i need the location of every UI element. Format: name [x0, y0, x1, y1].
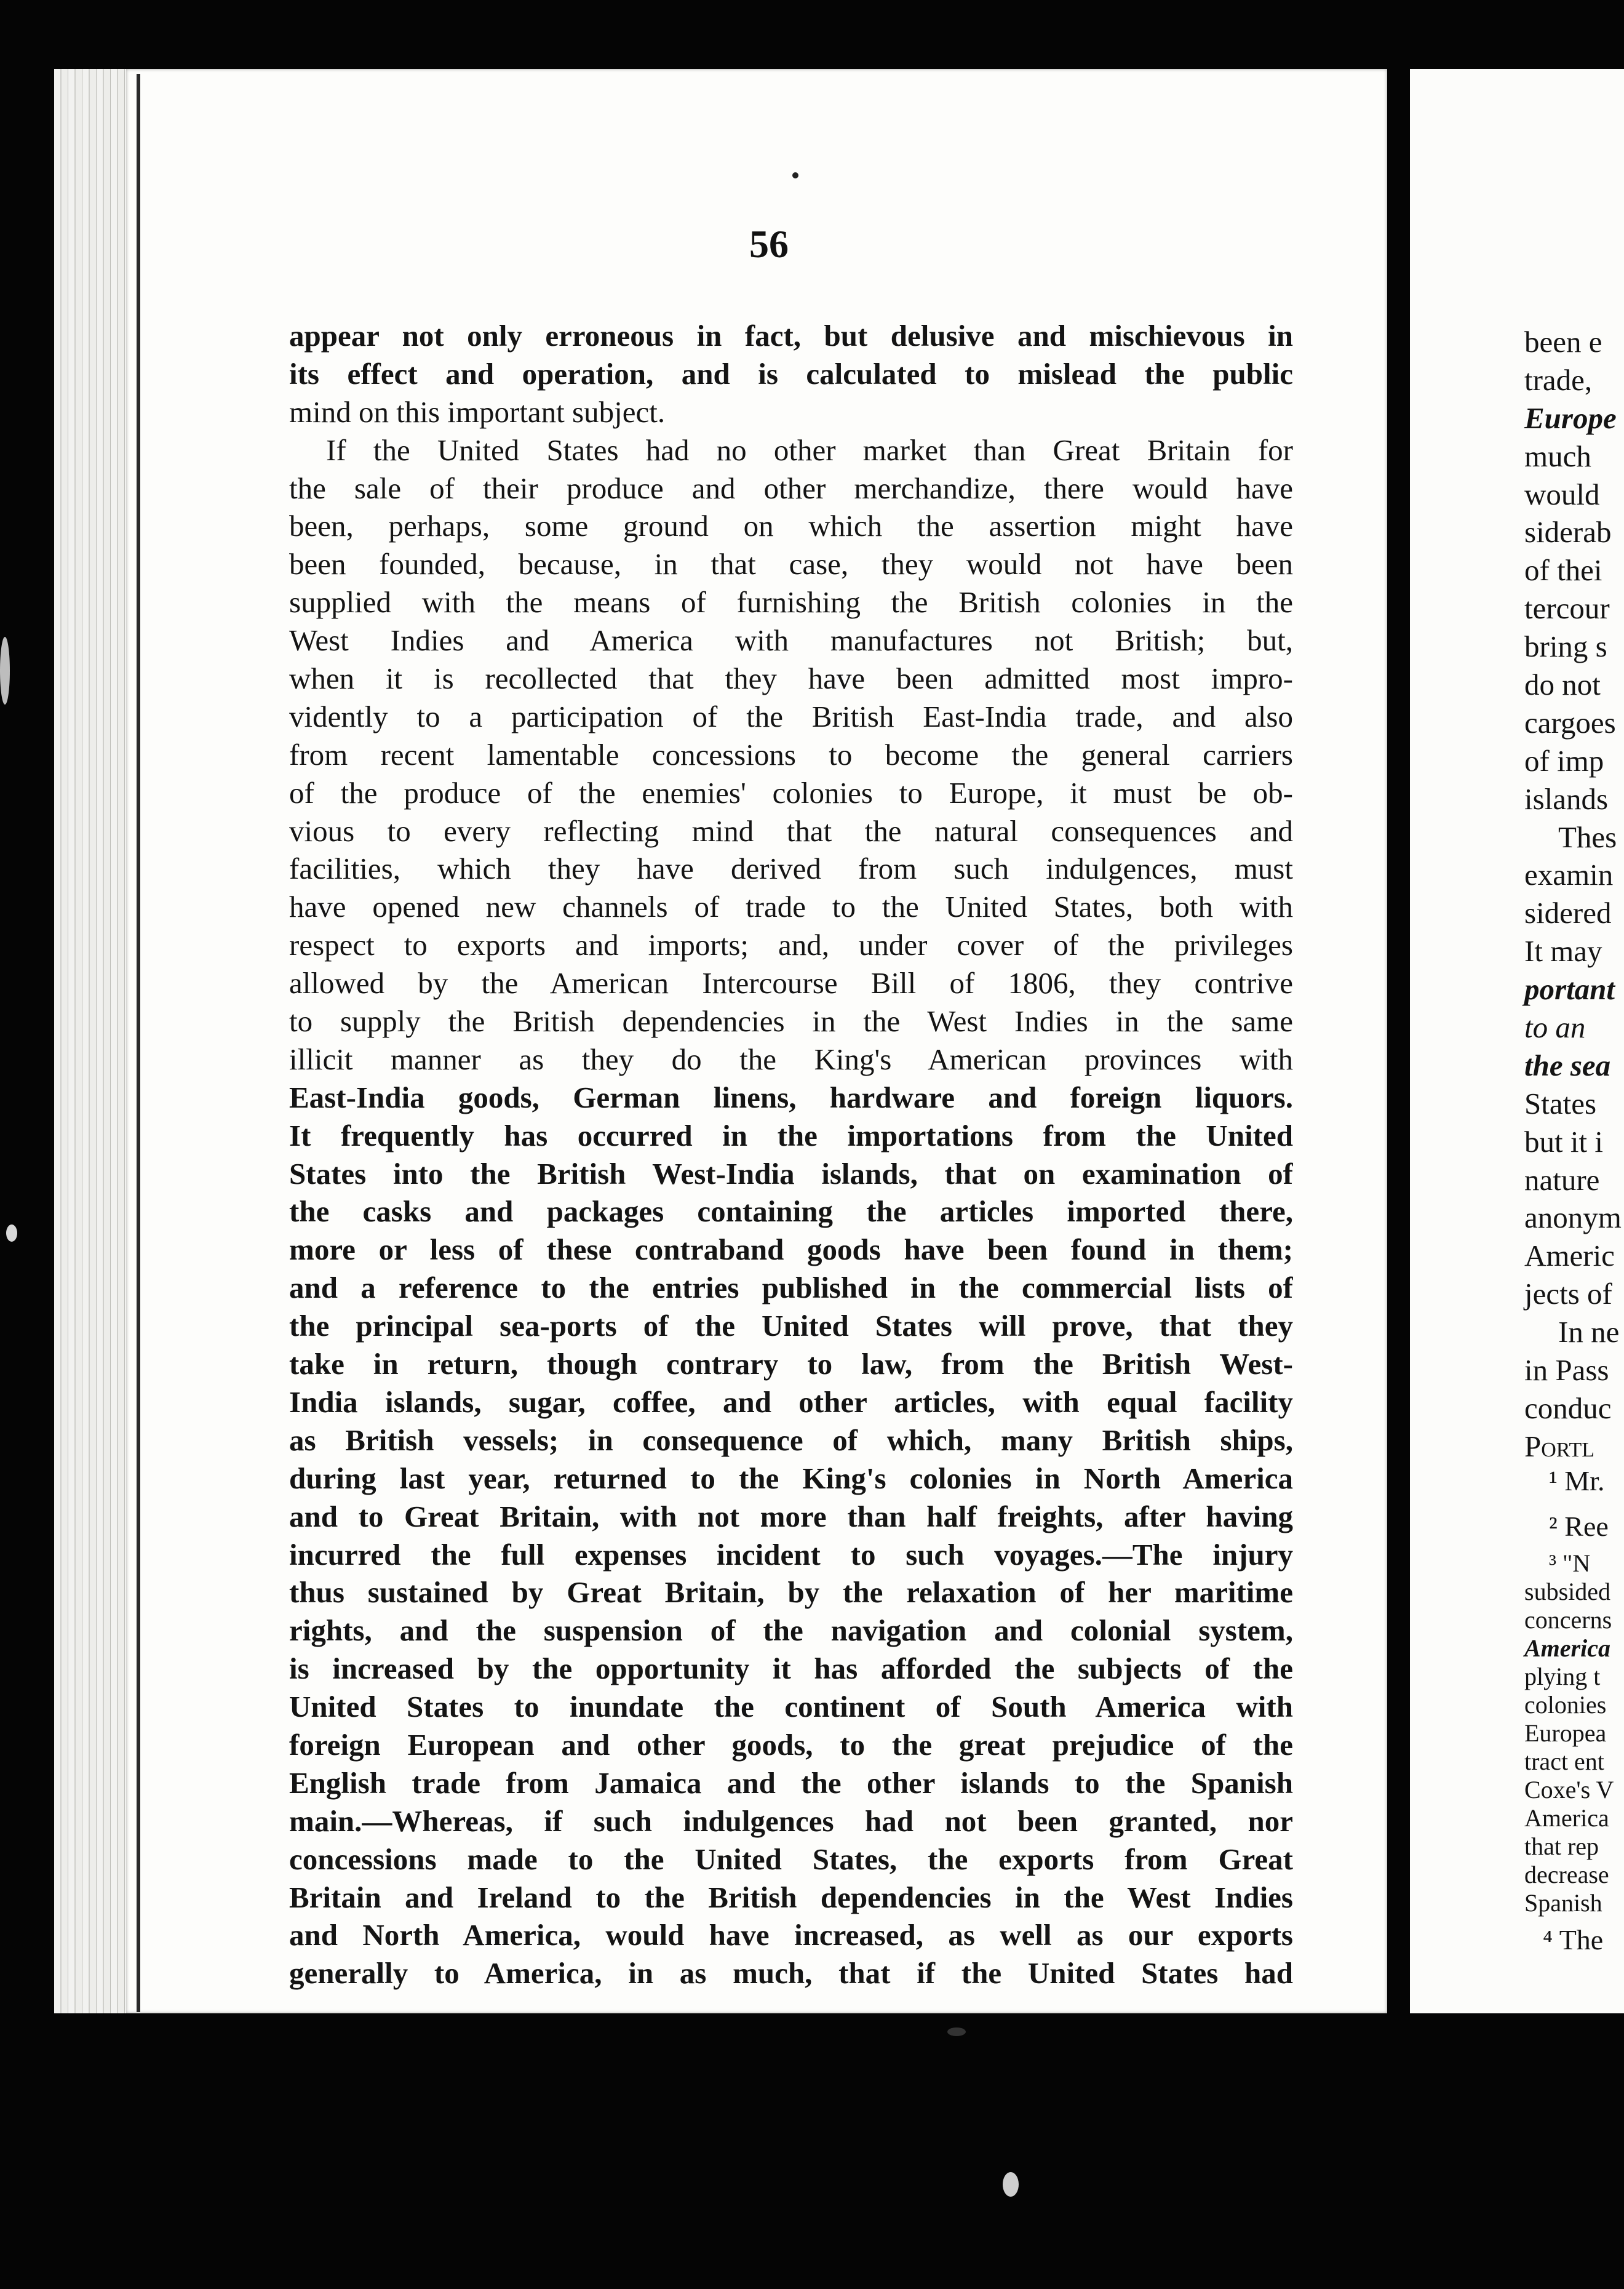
text-line: foreign European and other goods, to the great prejudice of the: [289, 1727, 1293, 1762]
footnote-line: America: [1524, 1804, 1609, 1832]
text-line: the principal sea-ports of the United States will prove, that they: [289, 1309, 1293, 1343]
text-line: allowed by the American Intercourse Bill of 1806, they contrive: [289, 966, 1293, 1001]
text-line: the sale of their produce and other merchandize, there would have: [289, 471, 1293, 505]
footnote-line: ⁴ The: [1543, 1924, 1604, 1955]
footnote-line: Coxe's V: [1524, 1776, 1614, 1804]
text-line: islands: [1524, 781, 1609, 816]
text-line: and North America, would have increased, as well as our exports: [289, 1918, 1293, 1952]
footnote-line: America: [1524, 1634, 1610, 1662]
footnote-line: decrease: [1524, 1861, 1609, 1888]
text-line: sidered: [1524, 896, 1612, 930]
text-line: Britain and Ireland to the British dependencies in the West Indies: [289, 1880, 1293, 1914]
text-line: anonym: [1524, 1200, 1622, 1235]
footnote-line: concerns: [1524, 1606, 1612, 1634]
text-line: of the produce of the enemies' colonies to Europe, it must be ob-: [289, 775, 1293, 810]
text-line: its effect and operation, and is calculated to mislead the public: [289, 356, 1293, 391]
text-line: illicit manner as they do the King's American provinces with: [289, 1042, 1293, 1076]
footnote-line: that rep: [1524, 1832, 1599, 1860]
text-line: conduc: [1524, 1391, 1612, 1425]
text-line: Americ: [1524, 1239, 1615, 1273]
page-number: 56: [749, 222, 789, 266]
ink-dot: [792, 172, 798, 178]
text-line: of thei: [1524, 553, 1602, 588]
scan-speck: [0, 637, 10, 705]
text-line: been, perhaps, some ground on which the assertion might have: [289, 509, 1293, 543]
text-line: during last year, returned to the King's colonies in North America: [289, 1461, 1293, 1495]
text-line: supplied with the means of furnishing the British colonies in the: [289, 585, 1293, 620]
right-page-text: [1524, 323, 1622, 1466]
footnote-line: subsided: [1524, 1578, 1610, 1605]
footnote-line: Europea: [1524, 1719, 1607, 1747]
text-line: vious to every reflecting mind that the natural consequences and: [289, 813, 1293, 848]
text-line: would: [1524, 477, 1600, 511]
text-line: and a reference to the entries published in the commercial lists of: [289, 1271, 1293, 1305]
footnote-line: colonies: [1524, 1691, 1607, 1719]
text-line: rights, and the suspension of the navigation and colonial system,: [289, 1613, 1293, 1648]
text-line: United States to inundate the continent of South America with: [289, 1690, 1293, 1724]
text-line: to supply the British dependencies in the West Indies in the same: [289, 1004, 1293, 1039]
footnote-line: Spanish: [1524, 1889, 1602, 1917]
text-line: jects of: [1524, 1277, 1612, 1311]
binding-line: [137, 74, 140, 2012]
text-line: much: [1524, 439, 1591, 473]
text-line: portant: [1524, 972, 1615, 1007]
text-line: vidently to a participation of the British East-India trade, and also: [289, 699, 1293, 733]
text-line: cargoes: [1524, 705, 1616, 740]
text-line: trade,: [1524, 362, 1593, 397]
footnote-line: ³ "N: [1549, 1549, 1591, 1577]
text-line: from recent lamentable concessions to become the general carriers: [289, 737, 1293, 772]
text-line: East-India goods, German linens, hardware and foreign liquors.: [289, 1080, 1293, 1114]
text-line: It may: [1524, 934, 1602, 969]
text-line: siderab: [1524, 515, 1612, 549]
scan-speck: [1003, 2172, 1019, 2197]
text-line: tercour: [1524, 591, 1610, 626]
footnote-line: tract ent: [1524, 1748, 1604, 1775]
text-line: in Pass: [1524, 1353, 1609, 1388]
text-line: been e: [1524, 325, 1602, 359]
text-line: been founded, because, in that case, they would not have been: [289, 547, 1293, 581]
text-line: Europe: [1524, 401, 1617, 435]
text-line: Portl: [1524, 1429, 1594, 1463]
body-text: [289, 317, 1293, 1992]
text-line: main.—Whereas, if such indulgences had not been granted, nor: [289, 1804, 1293, 1838]
text-line: India islands, sugar, coffee, and other articles, with equal facility: [289, 1384, 1293, 1419]
text-line: nature: [1524, 1162, 1600, 1197]
text-line: respect to exports and imports; and, under cover of the privileges: [289, 928, 1293, 962]
scan-speck: [6, 1224, 17, 1242]
text-line: do not: [1524, 668, 1601, 702]
text-line: bring s: [1524, 629, 1607, 664]
text-line: facilities, which they have derived from such indulgences, must: [289, 852, 1293, 886]
text-line: States into the British West-India islands, that on examination of: [289, 1156, 1293, 1191]
text-line: to an: [1524, 1010, 1586, 1045]
text-line: It frequently has occurred in the importations from the United: [289, 1118, 1293, 1152]
right-page-footnotes: [1524, 1458, 1614, 1963]
text-line: have opened new channels of trade to the United States, both with: [289, 890, 1293, 924]
text-line: English trade from Jamaica and the other islands to the Spanish: [289, 1765, 1293, 1800]
text-line: and to Great Britain, with not more than half freights, after having: [289, 1499, 1293, 1533]
text-line: the casks and packages containing the articles imported there,: [289, 1194, 1293, 1229]
text-line: incurred the full expenses incident to such voyages.—The injury: [289, 1537, 1293, 1572]
text-line: If the United States had no other market than Great Britain for: [326, 433, 1293, 467]
text-line: appear not only erroneous in fact, but delusive and mischievous in: [289, 319, 1293, 353]
text-line: the sea: [1524, 1048, 1611, 1082]
text-line: Thes: [1558, 820, 1617, 854]
text-line: more or less of these contraband goods have been found in them;: [289, 1232, 1293, 1267]
text-line: thus sustained by Great Britain, by the relaxation of her maritime: [289, 1575, 1293, 1610]
text-line: mind on this important subject.: [289, 394, 666, 429]
text-line: States: [1524, 1086, 1597, 1121]
text-line: In ne: [1558, 1315, 1620, 1349]
text-line: is increased by the opportunity it has afforded the subjects of the: [289, 1652, 1293, 1686]
text-line: examin: [1524, 858, 1614, 892]
text-line: of imp: [1524, 743, 1604, 778]
text-line: as British vessels; in consequence of which, many British ships,: [289, 1423, 1293, 1457]
text-line: but it i: [1524, 1124, 1603, 1159]
text-line: generally to America, in as much, that if the United States had: [289, 1956, 1293, 1991]
text-line: take in return, though contrary to law, from the British West-: [289, 1347, 1293, 1381]
text-line: when it is recollected that they have been admitted most impro-: [289, 661, 1293, 696]
text-line: concessions made to the United States, the exports from Great: [289, 1842, 1293, 1876]
footnote-line: ² Ree: [1549, 1511, 1609, 1542]
footnote-line: plying t: [1524, 1663, 1601, 1690]
text-line: West Indies and America with manufactures not British; but,: [289, 623, 1293, 658]
footnote-line: ¹ Mr.: [1549, 1465, 1605, 1496]
scan-speck: [947, 2027, 966, 2036]
